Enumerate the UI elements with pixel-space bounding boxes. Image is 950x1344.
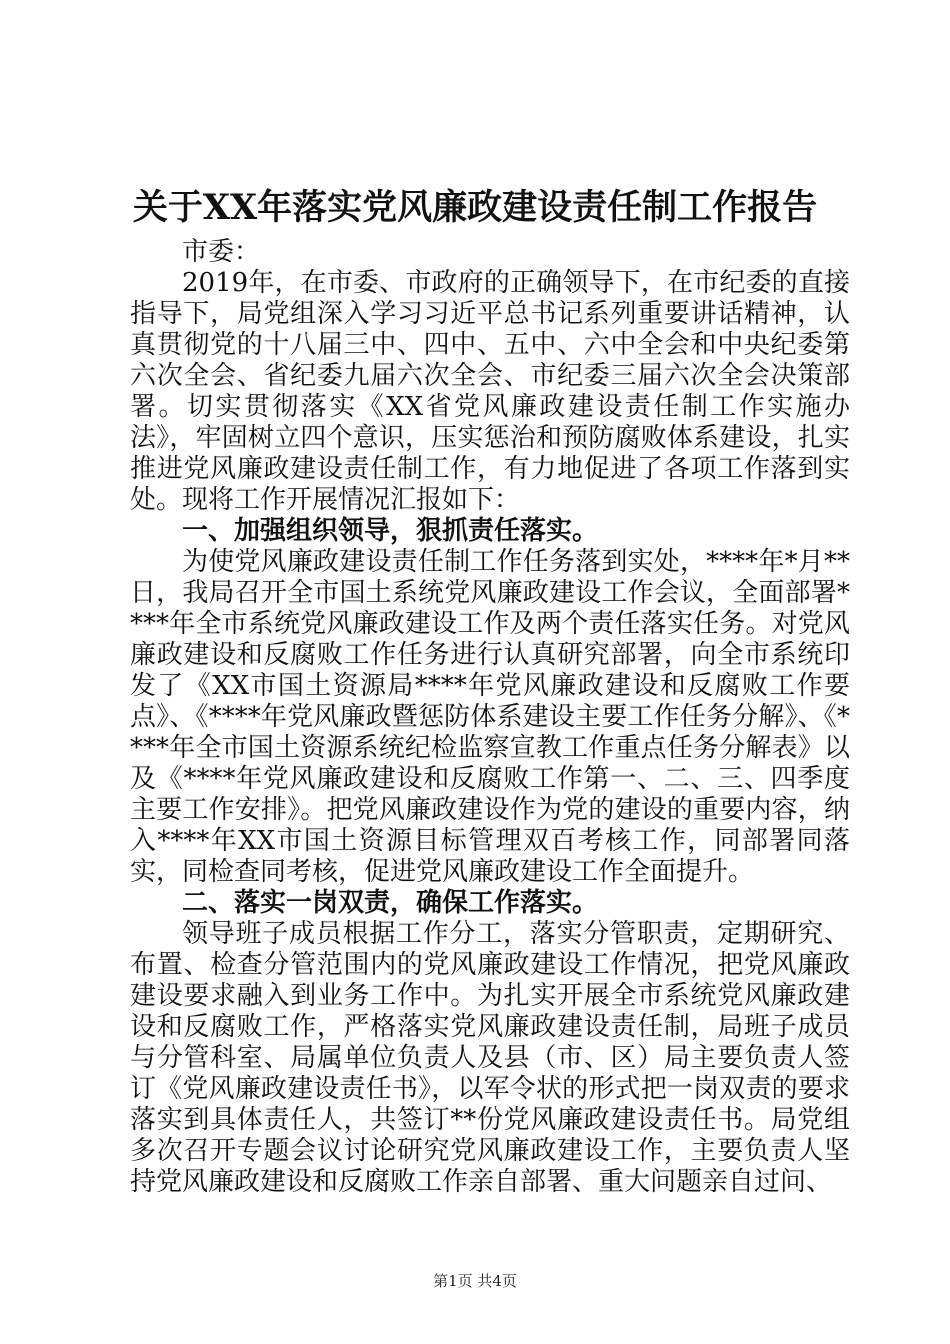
page-footer: 第1页 共4页 bbox=[433, 1272, 517, 1290]
document-body bbox=[130, 237, 850, 1198]
intro-paragraph: 2019年，在市委、市政府的正确领导下，在市纪委的直接指导下，局党组深入学习习近平总书记系列重要讲话精神，认真贯彻党的十八届三中、四中、五中、六中全会和中央纪委第六次全会、省纪委九届六次全会、市纪委三届六次全会决策部署。切实贯彻落实《XX省党风廉政建设责任制工作实施办法》，牢固树立四个意识，压实惩治和预防腐败体系建设，扎实推进党风廉政建设责任制工作，有力地促进了各项工作落到实处。现将工作开展情况汇报如下： bbox=[130, 268, 850, 515]
section-1-paragraph: 为使党风廉政建设责任制工作任务落到实处，****年*月**日，我局召开全市国土系统党风廉政建设工作会议，全面部署****年全市系统党风廉政建设工作及两个责任落实任务。对党风廉政建设和反腐败工作任务进行认真研究部署，向全市系统印发了《XX市国土资源局****年党风廉政建设和反腐败工作要点》、《****年党风廉政暨惩防体系建设主要工作任务分解》、《****年全市国土资源系统纪检监察宣教工作重点任务分解表》以及《****年党风廉政建设和反腐败工作第一、二、三、四季度主要工作安排》。把党风廉政建设作为党的建设的重要内容，纳入****年XX市国土资源目标管理双百考核工作，同部署同落实，同检查同考核，促进党风廉政建设工作全面提升。 bbox=[130, 547, 850, 887]
section-heading-2: 二、落实一岗双责，确保工作落实。 bbox=[182, 888, 599, 918]
document-title: 关于XX年落实党风廉政建设责任制工作报告 bbox=[132, 187, 818, 228]
section-heading-1: 一、加强组织领导，狠抓责任落实。 bbox=[182, 516, 599, 546]
section-2-paragraph: 领导班子成员根据工作分工，落实分管职责，定期研究、布置、检查分管范围内的党风廉政建设工作情况，把党风廉政建设要求融入到业务工作中。为扎实开展全市系统党风廉政建设和反腐败工作，严格落实党风廉政建设责任制，局班子成员与分管科室、局属单位负责人及县（市、区）局主要负责人签订《党风廉政建设责任书》，以军令状的形式把一岗双责的要求落实到具体责任人，共签订**份党风廉政建设责任书。局党组多次召开专题会议讨论研究党风廉政建设工作，主要负责人坚持党风廉政建设和反腐败工作亲自部署、重大问题亲自过问、 bbox=[130, 919, 850, 1197]
salutation: 市委： bbox=[182, 237, 261, 267]
